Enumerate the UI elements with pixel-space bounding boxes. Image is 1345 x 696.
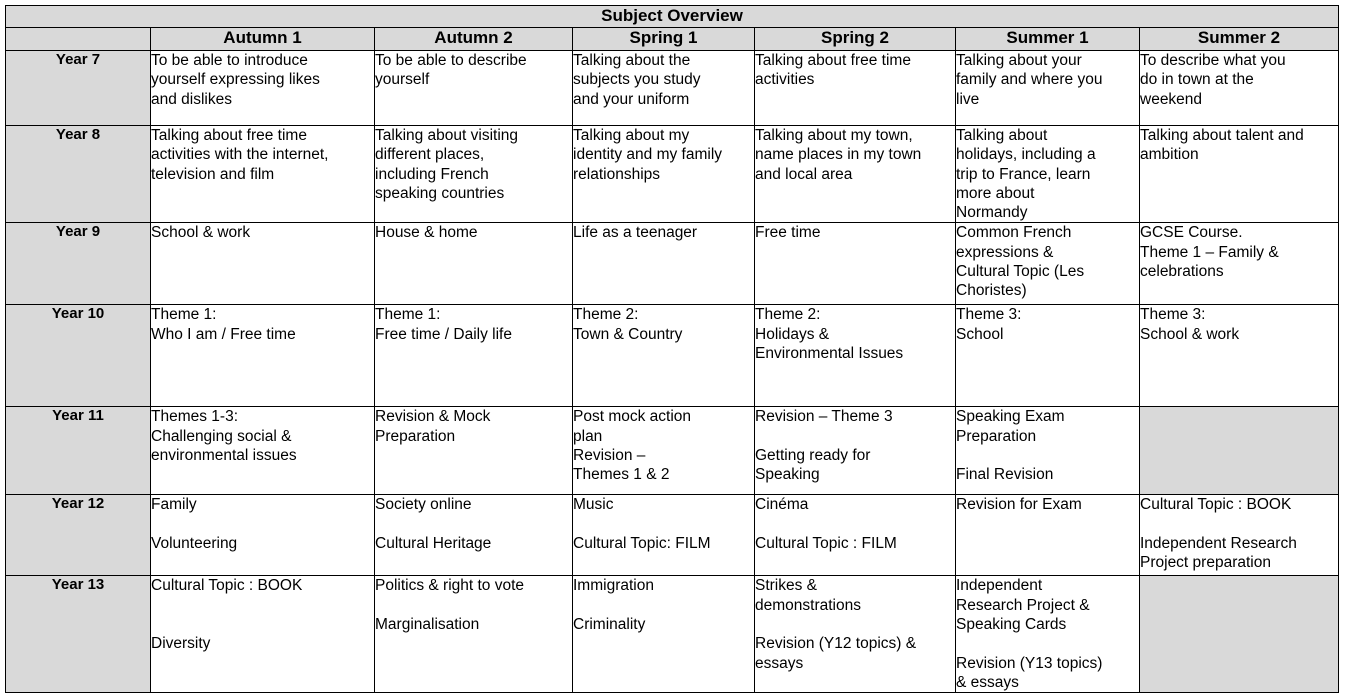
topic-cell bbox=[375, 407, 573, 495]
table-title: Subject Overview bbox=[6, 6, 1339, 28]
topic-text: School & work bbox=[151, 224, 251, 242]
header-autumn-2: Autumn 2 bbox=[375, 28, 573, 51]
topic-text: Society online Cultural Heritage bbox=[375, 496, 492, 553]
header-spring-2: Spring 2 bbox=[755, 28, 956, 51]
topic-text: Immigration Criminality bbox=[573, 577, 654, 634]
topic-text: Family Volunteering bbox=[151, 496, 238, 553]
topic-cell bbox=[573, 126, 755, 223]
topic-cell bbox=[375, 305, 573, 407]
topic-text: Post mock action plan Revision – Themes 1 & 2 bbox=[573, 408, 692, 484]
year-label: Year 7 bbox=[6, 51, 151, 126]
topic-cell bbox=[375, 223, 573, 305]
topic-text: Talking about free time activities with the internet, television and film bbox=[151, 127, 329, 183]
table-row bbox=[6, 407, 1339, 495]
topic-cell bbox=[956, 407, 1140, 495]
table-row bbox=[6, 576, 1339, 693]
topic-cell bbox=[573, 495, 755, 576]
year-label: Year 8 bbox=[6, 126, 151, 223]
topic-cell bbox=[151, 495, 375, 576]
year-label: Year 12 bbox=[6, 495, 151, 576]
topic-text: Revision & Mock Preparation bbox=[375, 408, 491, 445]
topic-cell bbox=[375, 576, 573, 693]
topic-text: Talking about my identity and my family relationships bbox=[573, 127, 723, 183]
topic-text: Cinéma Cultural Topic : FILM bbox=[755, 496, 897, 553]
empty-cell bbox=[1140, 576, 1339, 693]
topic-text: Themes 1-3: Challenging social & environmental issues bbox=[151, 408, 297, 465]
topic-text: Revision – Theme 3 Getting ready for Speaking bbox=[755, 408, 893, 484]
topic-cell bbox=[573, 407, 755, 495]
topic-cell bbox=[755, 126, 956, 223]
topic-text: Theme 2: Holidays & Environmental Issues bbox=[755, 306, 904, 363]
topic-text: House & home bbox=[375, 224, 478, 242]
topic-text: Strikes & demonstrations Revision (Y12 topics) & essays bbox=[755, 577, 917, 672]
year-label: Year 13 bbox=[6, 576, 151, 693]
topic-text: Talking about the subjects you study and your uniform bbox=[573, 52, 701, 108]
topic-text: Independent Research Project & Speaking Cards Revision (Y13 topics) & essays bbox=[956, 577, 1103, 691]
header-summer-1: Summer 1 bbox=[956, 28, 1140, 51]
topic-text: Cultural Topic : BOOK Diversity bbox=[151, 577, 303, 653]
topic-cell bbox=[151, 126, 375, 223]
topic-text: Talking about free time activities bbox=[755, 52, 911, 89]
table-row bbox=[6, 223, 1339, 305]
topic-text: Common French expressions & Cultural Topic (Les Choristes) bbox=[956, 224, 1085, 300]
year-label: Year 10 bbox=[6, 305, 151, 407]
topic-text: GCSE Course. Theme 1 – Family & celebrations bbox=[1140, 224, 1279, 281]
topic-cell bbox=[1140, 305, 1339, 407]
topic-cell bbox=[956, 126, 1140, 223]
topic-cell bbox=[573, 223, 755, 305]
topic-cell bbox=[1140, 495, 1339, 576]
topic-cell bbox=[573, 576, 755, 693]
topic-text: Theme 1: Free time / Daily life bbox=[375, 306, 512, 343]
topic-text: Talking about my town, name places in my town and local area bbox=[755, 127, 922, 183]
topic-text: Speaking Exam Preparation Final Revision bbox=[956, 408, 1065, 484]
topic-cell bbox=[151, 223, 375, 305]
year-label: Year 11 bbox=[6, 407, 151, 495]
topic-text: Talking about your family and where you live bbox=[956, 52, 1103, 108]
table-row bbox=[6, 51, 1339, 126]
topic-cell bbox=[956, 223, 1140, 305]
topic-text: Theme 3: School & work bbox=[1140, 306, 1240, 343]
subject-overview-table bbox=[5, 5, 1339, 693]
topic-cell bbox=[755, 223, 956, 305]
topic-text: Theme 2: Town & Country bbox=[573, 306, 683, 343]
topic-cell bbox=[151, 51, 375, 126]
topic-text: To be able to describe yourself bbox=[375, 52, 527, 89]
title-row bbox=[6, 6, 1339, 28]
topic-cell bbox=[956, 576, 1140, 693]
topic-text: Talking about holidays, including a trip to France, learn more about Normandy bbox=[956, 127, 1096, 222]
topic-text: Talking about talent and ambition bbox=[1140, 127, 1304, 164]
topic-text: Music Cultural Topic: FILM bbox=[573, 496, 711, 553]
header-spring-1: Spring 1 bbox=[573, 28, 755, 51]
topic-text: Theme 3: School bbox=[956, 306, 1022, 343]
topic-cell bbox=[755, 495, 956, 576]
table-row bbox=[6, 495, 1339, 576]
header-autumn-1: Autumn 1 bbox=[151, 28, 375, 51]
topic-cell bbox=[755, 407, 956, 495]
table-row bbox=[6, 305, 1339, 407]
topic-text: To be able to introduce yourself expressing likes and dislikes bbox=[151, 52, 320, 108]
topic-cell bbox=[956, 495, 1140, 576]
empty-cell bbox=[1140, 407, 1339, 495]
topic-cell bbox=[375, 51, 573, 126]
topic-cell bbox=[755, 305, 956, 407]
topic-cell bbox=[151, 407, 375, 495]
topic-cell bbox=[151, 305, 375, 407]
topic-text: Cultural Topic : BOOK Independent Research Project preparation bbox=[1140, 496, 1297, 572]
topic-cell bbox=[375, 495, 573, 576]
topic-cell bbox=[1140, 126, 1339, 223]
topic-text: Theme 1: Who I am / Free time bbox=[151, 306, 296, 343]
topic-cell bbox=[573, 51, 755, 126]
topic-cell bbox=[956, 51, 1140, 126]
topic-cell bbox=[1140, 223, 1339, 305]
corner-cell bbox=[6, 28, 151, 51]
year-label: Year 9 bbox=[6, 223, 151, 305]
topic-cell bbox=[755, 51, 956, 126]
topic-cell bbox=[375, 126, 573, 223]
table-row bbox=[6, 126, 1339, 223]
topic-cell bbox=[151, 576, 375, 693]
topic-cell bbox=[956, 305, 1140, 407]
topic-text: Life as a teenager bbox=[573, 224, 698, 242]
topic-cell bbox=[573, 305, 755, 407]
topic-text: Politics & right to vote Marginalisation bbox=[375, 577, 525, 634]
header-summer-2: Summer 2 bbox=[1140, 28, 1339, 51]
topic-cell bbox=[755, 576, 956, 693]
term-header-row bbox=[6, 28, 1339, 51]
topic-text: Free time bbox=[755, 224, 821, 242]
topic-text: To describe what you do in town at the weekend bbox=[1140, 52, 1286, 108]
topic-text: Talking about visiting different places, including French speaking countries bbox=[375, 127, 519, 202]
topic-cell bbox=[1140, 51, 1339, 126]
topic-text: Revision for Exam bbox=[956, 496, 1082, 514]
